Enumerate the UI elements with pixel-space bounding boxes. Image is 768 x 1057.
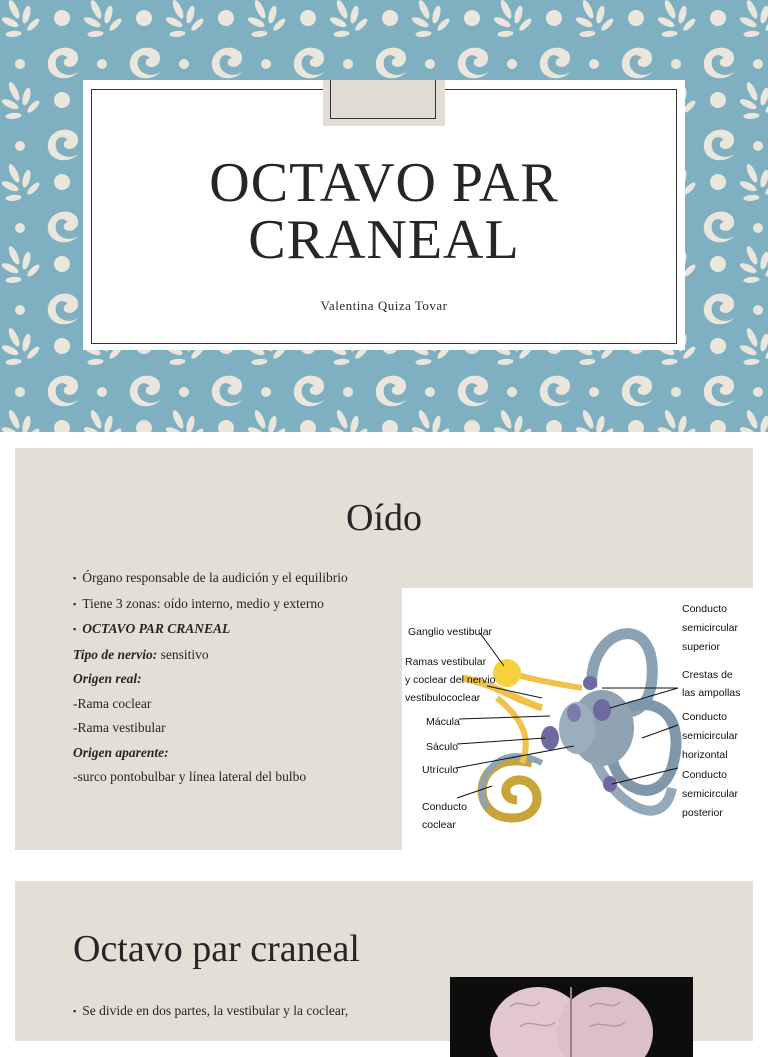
bullet-icon: ▪	[73, 573, 77, 583]
label-csc-sup-2: semicircular	[682, 622, 739, 634]
slide-heading: Octavo par craneal	[73, 928, 360, 970]
label-crestas-1: Crestas de	[682, 669, 733, 681]
title-slide	[0, 0, 768, 432]
slide-body	[73, 566, 403, 790]
apparent-origin-value: -surco pontobulbar y línea lateral del bulbo	[73, 769, 307, 784]
list-item: ▪ Se divide en dos partes, la vestibular y la coclear,	[73, 1003, 349, 1018]
real-origin-item: -Rama coclear	[73, 695, 152, 711]
list-item: ▪ Tiene 3 zonas: oído interno, medio y externo	[73, 595, 324, 611]
card-tab-decoration	[323, 80, 445, 126]
label-csc-hor-2: semicircular	[682, 730, 739, 742]
label-ramas-3: vestibulococlear	[405, 692, 481, 704]
label-saculo: Sáculo	[426, 741, 459, 753]
brain-image	[450, 977, 693, 1057]
bullet-icon: ▪	[73, 1006, 77, 1016]
label-csc-sup-3: superior	[682, 641, 720, 653]
slide-subtitle: Valentina Quiza Tovar	[320, 298, 448, 313]
nerve-slide	[15, 881, 753, 1041]
label-ramas-1: Ramas vestibular	[405, 656, 487, 668]
title-card	[83, 80, 685, 350]
label-csc-hor-1: Conducto	[682, 711, 727, 723]
label-conducto-coclear-1: Conducto	[422, 801, 467, 813]
inner-ear-illustration	[402, 588, 753, 850]
label-conducto-coclear-2: coclear	[422, 819, 456, 831]
apparent-origin-label: Origen aparente:	[73, 744, 169, 760]
label-csc-post-3: posterior	[682, 807, 723, 819]
bullet-icon: ▪	[73, 624, 77, 634]
real-origin-item: -Rama vestibular	[73, 720, 166, 735]
label-ramas-2: y coclear del nervio	[405, 674, 496, 686]
label-csc-hor-3: horizontal	[682, 749, 728, 761]
card-tab-inner	[330, 80, 436, 119]
bullet-icon: ▪	[73, 598, 77, 609]
label-macula: Mácula	[426, 716, 460, 728]
real-origin-label: Origen real:	[73, 671, 142, 686]
label-csc-post-2: semicircular	[682, 788, 739, 800]
brain-illustration	[450, 977, 693, 1057]
slide-title: OCTAVO PAR CRANEAL	[209, 152, 559, 271]
label-csc-post-1: Conducto	[682, 769, 727, 781]
label-ganglio: Ganglio vestibular	[408, 626, 493, 638]
list-item: ▪ OCTAVO PAR CRANEAL	[73, 621, 231, 636]
inner-ear-diagram	[402, 588, 753, 850]
label-utriculo: Utrículo	[422, 764, 459, 776]
label-csc-sup-1: Conducto	[682, 603, 727, 615]
slide-heading: Oído	[346, 497, 422, 539]
label-crestas-2: las ampollas	[682, 687, 741, 699]
slide-body	[73, 1001, 403, 1022]
list-item: ▪ Órgano responsable de la audición y el equilibrio	[73, 570, 348, 585]
nerve-type: Tipo de nervio: sensitivo	[73, 646, 209, 662]
